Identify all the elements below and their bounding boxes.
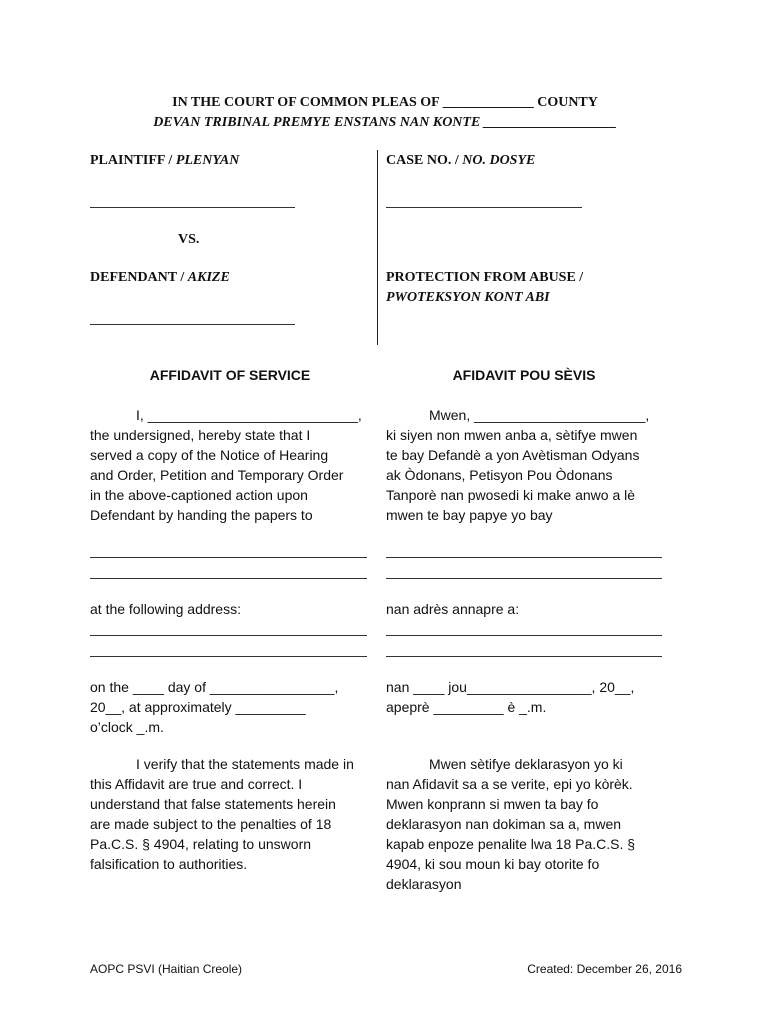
plaintiff-label-en: PLAINTIFF / xyxy=(90,153,176,168)
case-number-label-en: CASE NO. / xyxy=(386,153,463,168)
plaintiff-label-ht: PLENYAN xyxy=(175,153,240,168)
service-line: mwen te bay papye yo bay xyxy=(386,507,553,523)
address-label-creole: nan adrès annapre a: xyxy=(386,601,520,617)
served-person-blank[interactable] xyxy=(386,578,662,579)
court-heading-creole: DEVAN TRIBINAL PREMYE ENSTANS NAN KONTE ___________________ xyxy=(153,115,617,130)
plaintiff-label xyxy=(90,153,239,169)
service-line: in the above-captioned action upon xyxy=(90,487,308,503)
verification-line: falsification to authorities. xyxy=(90,856,248,872)
service-line: Mwen, ______________________, xyxy=(429,407,650,423)
defendant-label-ht: AKIZE xyxy=(187,270,230,285)
caption-divider xyxy=(377,150,378,345)
address-blank[interactable] xyxy=(90,656,367,657)
verification-line: kapab enpoze penalite lwa 18 Pa.C.S. § xyxy=(386,836,636,852)
footer-created-date: Created: December 26, 2016 xyxy=(527,962,682,976)
defendant-label-en: DEFENDANT / xyxy=(90,270,188,285)
verification-line: Mwen sètifye deklarasyon yo ki xyxy=(429,756,623,772)
verification-line: deklarasyon xyxy=(386,876,462,892)
service-line: the undersigned, hereby state that I xyxy=(90,427,311,443)
address-blank[interactable] xyxy=(386,635,662,636)
date-line: apeprè _________ è _.m. xyxy=(386,699,547,715)
service-line: served a copy of the Notice of Hearing xyxy=(90,447,329,463)
served-person-blank[interactable] xyxy=(386,557,662,558)
verification-line: deklarasyon nan dokiman sa a, mwen xyxy=(386,816,622,832)
service-line: te bay Defandè a yon Avètisman Odyans xyxy=(386,447,640,463)
affidavit-title-english: AFFIDAVIT OF SERVICE xyxy=(149,367,311,383)
plaintiff-name-blank[interactable] xyxy=(90,207,295,208)
case-number-label xyxy=(386,153,535,169)
address-label-english: at the following address: xyxy=(90,601,241,617)
service-line: ak Òdonans, Petisyon Pou Òdonans xyxy=(386,467,613,483)
verification-creole xyxy=(386,754,635,894)
service-line: ki siyen non mwen anba a, sètifye mwen xyxy=(386,427,638,443)
protection-title-english: PROTECTION FROM ABUSE / xyxy=(386,270,584,285)
date-line: on the ____ day of ________________, xyxy=(90,679,339,695)
served-person-blank[interactable] xyxy=(90,557,367,558)
service-line: Defendant by handing the papers to xyxy=(90,507,313,523)
court-heading-english: IN THE COURT OF COMMON PLEAS OF _____________ COUNTY xyxy=(172,95,598,110)
verification-line: this Affidavit are true and correct. I xyxy=(90,776,303,792)
defendant-label xyxy=(90,270,230,286)
affidavit-title-creole: AFIDAVIT POU SÈVIS xyxy=(452,367,596,383)
protection-title-creole: PWOTEKSYON KONT ABI xyxy=(386,290,550,305)
verification-line: nan Afidavit sa a se verite, epi yo kòrèk. xyxy=(386,776,633,792)
served-person-blank[interactable] xyxy=(90,578,367,579)
case-number-blank[interactable] xyxy=(386,207,582,208)
footer-form-id: AOPC PSVI (Haitian Creole) xyxy=(90,962,243,976)
verification-english xyxy=(90,754,354,874)
verification-line: I verify that the statements made in xyxy=(136,756,354,772)
verification-line: Pa.C.S. § 4904, relating to unsworn xyxy=(90,836,312,852)
service-line: I, ___________________________, xyxy=(136,407,362,423)
verification-line: understand that false statements herein xyxy=(90,796,336,812)
verification-line: are made subject to the penalties of 18 xyxy=(90,816,332,832)
service-paragraph-creole xyxy=(386,405,649,525)
date-line: o’clock _.m. xyxy=(90,719,164,735)
date-line: nan ____ jou________________, 20__, xyxy=(386,679,635,695)
verification-line: Mwen konprann si mwen ta bay fo xyxy=(386,796,599,812)
service-line: Tanporè nan pwosedi ki make anwo a lè xyxy=(386,487,636,503)
address-blank[interactable] xyxy=(386,656,662,657)
date-line: 20__, at approximately _________ xyxy=(90,699,306,715)
service-date-english xyxy=(90,677,338,737)
service-paragraph-english xyxy=(90,405,362,525)
versus-label: VS. xyxy=(178,232,200,247)
service-line: and Order, Petition and Temporary Order xyxy=(90,467,344,483)
address-blank[interactable] xyxy=(90,635,367,636)
defendant-name-blank[interactable] xyxy=(90,324,295,325)
service-date-creole xyxy=(386,677,634,717)
case-number-label-ht: NO. DOSYE xyxy=(462,153,536,168)
verification-line: 4904, ki sou moun ki bay otorite fo xyxy=(386,856,600,872)
